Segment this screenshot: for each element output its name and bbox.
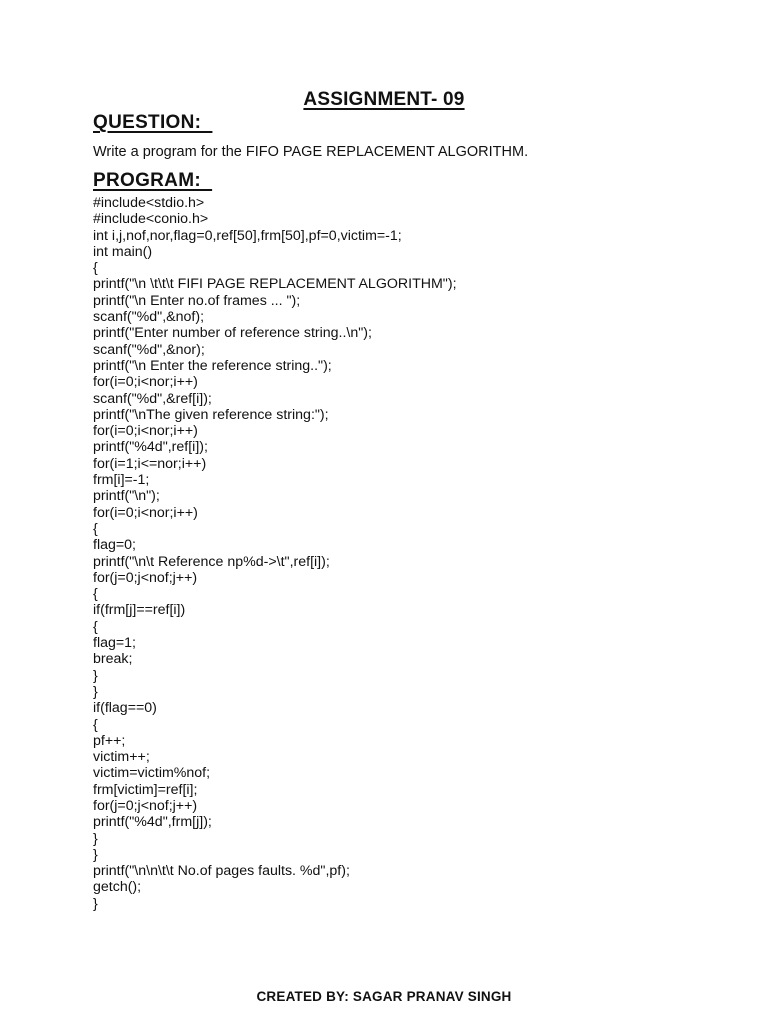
code-line: } xyxy=(93,667,98,684)
code-line: for(i=0;i<nor;i++) xyxy=(93,423,198,440)
code-line: printf("Enter number of reference string..\n"); xyxy=(93,325,372,342)
assignment-title-text: ASSIGNMENT- 09 xyxy=(303,89,465,110)
code-line: if(flag==0) xyxy=(93,700,157,717)
code-line: for(i=1;i<=nor;i++) xyxy=(93,455,207,472)
code-line: } xyxy=(93,683,98,700)
code-line: } xyxy=(93,846,98,863)
code-line: for(i=0;i<nor;i++) xyxy=(93,504,198,521)
code-line: victim++; xyxy=(93,749,150,766)
code-line: printf("\n\n\t\t No.of pages faults. %d",pf); xyxy=(93,863,350,880)
code-line: printf("\n Enter no.of frames ... "); xyxy=(93,292,301,309)
code-line: scanf("%d",&ref[i]); xyxy=(93,390,212,407)
question-text: Write a program for the FIFO PAGE REPLACEMENT ALGORITHM. xyxy=(93,144,529,160)
code-line: } xyxy=(93,830,98,847)
code-line: flag=1; xyxy=(93,635,136,652)
assignment-title xyxy=(0,89,768,111)
code-line: #include<conio.h> xyxy=(93,211,209,228)
question-heading: QUESTION: xyxy=(93,112,213,133)
code-line: for(j=0;j<nof;j++) xyxy=(93,797,198,814)
code-line: for(i=0;i<nor;i++) xyxy=(93,374,198,391)
code-line: flag=0; xyxy=(93,537,136,554)
code-line: if(frm[j]==ref[i]) xyxy=(93,602,186,619)
code-line: printf("\n"); xyxy=(93,488,160,505)
code-line: { xyxy=(93,260,98,277)
code-line: pf++; xyxy=(93,732,126,749)
code-line: scanf("%d",&nor); xyxy=(93,341,205,358)
code-line: { xyxy=(93,618,98,635)
code-line: int i,j,nof,nor,flag=0,ref[50],frm[50],pf=0,victim=-1; xyxy=(93,227,402,244)
code-line: frm[i]=-1; xyxy=(93,472,150,489)
code-line: scanf("%d",&nof); xyxy=(93,309,205,326)
code-line: break; xyxy=(93,651,133,668)
code-line: printf("\nThe given reference string:"); xyxy=(93,406,329,423)
code-line: { xyxy=(93,586,98,603)
code-line: printf("%4d",ref[i]); xyxy=(93,439,208,456)
code-line: { xyxy=(93,716,98,733)
code-line: for(j=0;j<nof;j++) xyxy=(93,569,198,586)
code-line: printf("\n\t Reference np%d->\t",ref[i]); xyxy=(93,553,330,570)
code-line: printf("%4d",frm[j]); xyxy=(93,814,212,831)
code-line: #include<stdio.h> xyxy=(93,195,205,211)
code-line: printf("\n \t\t\t FIFI PAGE REPLACEMENT ALGORITHM"); xyxy=(93,276,457,293)
code-line: frm[victim]=ref[i]; xyxy=(93,781,198,798)
code-line: victim=victim%nof; xyxy=(93,765,211,782)
program-code-block xyxy=(93,195,457,912)
code-line: int main() xyxy=(93,243,153,260)
code-line: printf("\n Enter the reference string.."); xyxy=(93,357,332,374)
code-line: { xyxy=(93,520,98,537)
author-footer: CREATED BY: SAGAR PRANAV SINGH xyxy=(256,989,512,1004)
program-heading: PROGRAM: xyxy=(93,170,213,191)
code-line: } xyxy=(93,895,98,912)
code-line: getch(); xyxy=(93,879,142,896)
